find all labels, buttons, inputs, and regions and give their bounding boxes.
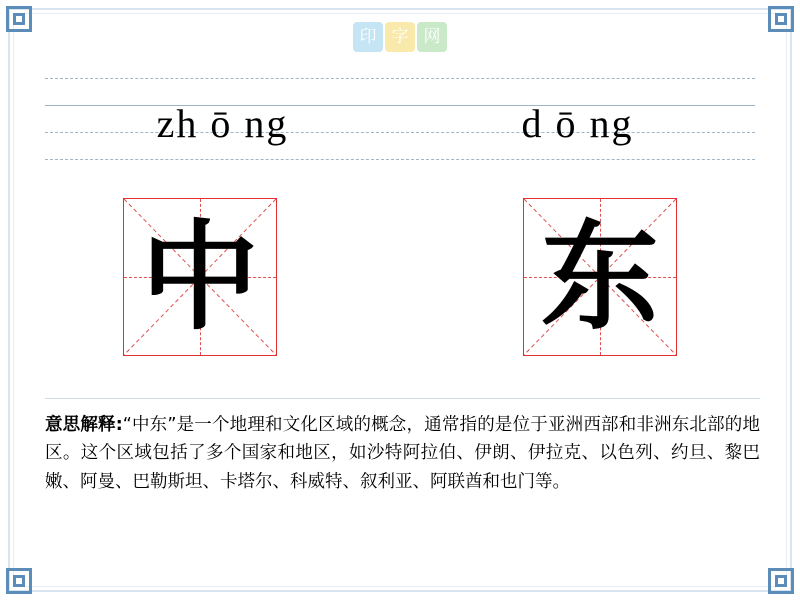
- character-grid-row: [0, 198, 800, 358]
- explanation-block: [45, 398, 760, 496]
- explanation-divider: [45, 398, 760, 399]
- pinyin-staff: [45, 78, 755, 160]
- tianzige-box-1: [123, 198, 277, 356]
- pinyin-cell-2: [400, 78, 755, 160]
- tianzige-box-2: [523, 198, 677, 356]
- corner-ornament-bottom-right: [768, 568, 794, 594]
- character-glyph-2: 东: [540, 208, 659, 346]
- pinyin-cell-1: [45, 78, 400, 160]
- watermark-char-1: 印: [353, 22, 383, 52]
- explanation-paragraph: [45, 411, 760, 496]
- pinyin-text-1: zh ō ng: [156, 100, 289, 146]
- corner-ornament-bottom-left: [6, 568, 32, 594]
- explanation-body: “中东”是一个地理和文化区域的概念，通常指的是位于亚洲西部和非洲东北部的地区。这个区域包括了多个国家和地区，如沙特阿拉伯、伊朗、伊拉克、以色列、约旦、黎巴嫩、阿曼、巴勒斯坦、卡塔尔、科威特、叙利亚、阿联酋和也门等。: [45, 415, 760, 492]
- site-watermark-logo: [353, 22, 447, 52]
- corner-ornament-top-right: [768, 6, 794, 32]
- explanation-label: 意思解释:: [45, 415, 123, 435]
- watermark-char-2: 字: [385, 22, 415, 52]
- pinyin-text-2: d ō ng: [521, 100, 634, 146]
- character-cell-1: [0, 198, 400, 358]
- character-cell-2: [400, 198, 800, 358]
- corner-ornament-top-left: [6, 6, 32, 32]
- watermark-char-3: 网: [417, 22, 447, 52]
- character-glyph-1: 中: [140, 208, 259, 346]
